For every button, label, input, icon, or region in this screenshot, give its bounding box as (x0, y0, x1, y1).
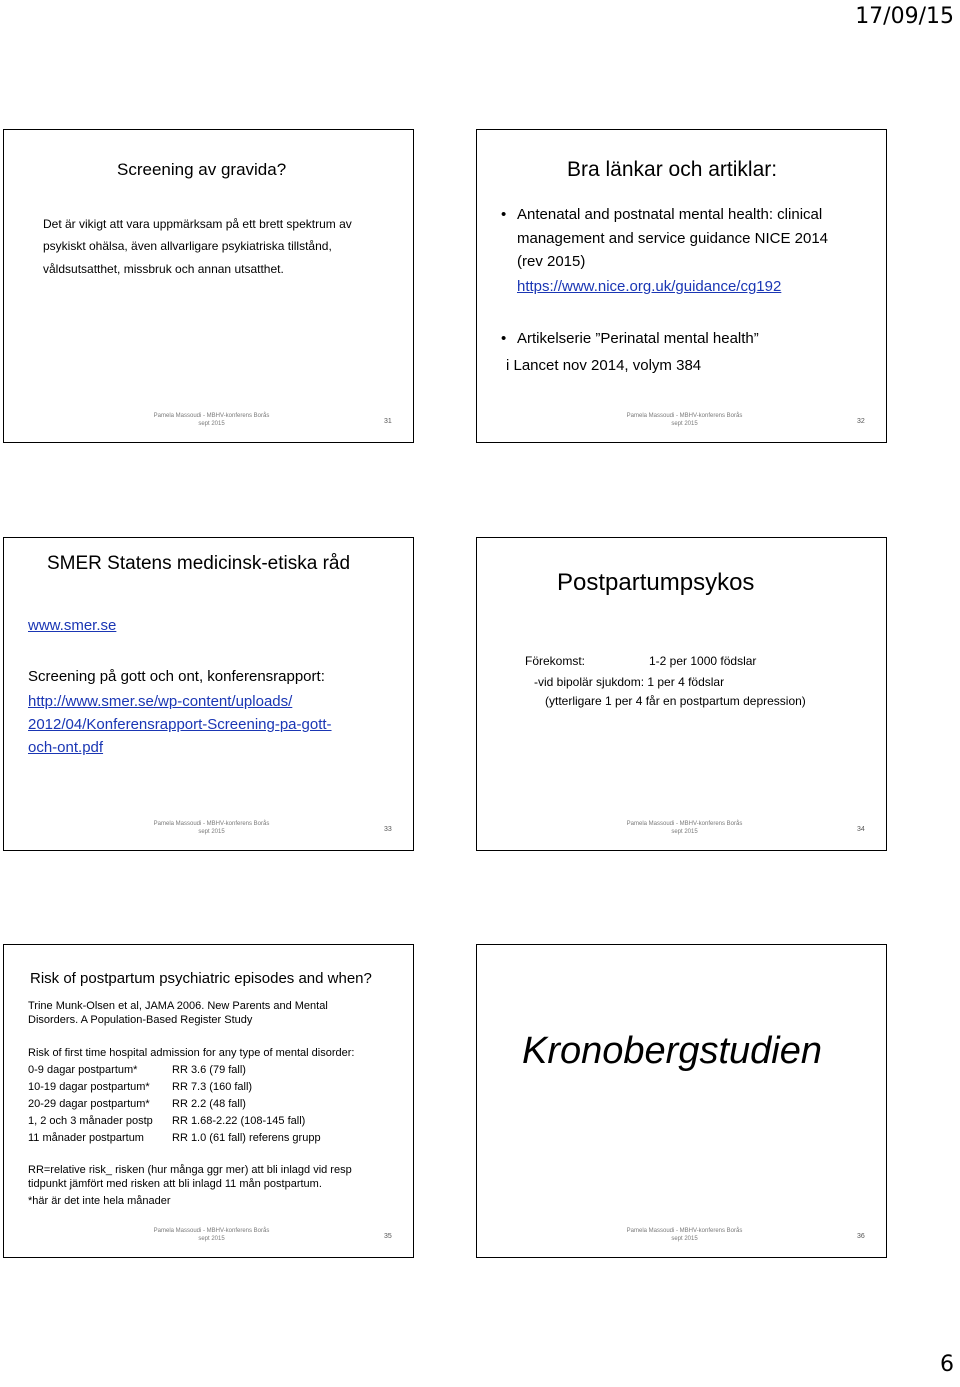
page-number: 6 (940, 1352, 954, 1377)
slide-number: 31 (384, 418, 392, 425)
slide-number: 33 (384, 826, 392, 833)
slide-title: Postpartumpsykos (557, 569, 755, 596)
reference-line: Trine Munk-Olsen et al, JAMA 2006. New Parents and Mental (28, 1000, 328, 1012)
slide-33 (3, 537, 414, 851)
bipolar-line: -vid bipolär sjukdom: 1 per 4 födslar (534, 675, 725, 689)
slide-title: Kronobergstudien (522, 1030, 822, 1072)
footer-author: Pamela Massoudi - MBHV-konferens Borås (626, 821, 743, 827)
slide-36 (476, 944, 887, 1258)
slide-title: Risk of postpartum psychiatric episodes and when? (30, 970, 372, 987)
footer-author: Pamela Massoudi - MBHV-konferens Borås (153, 413, 270, 419)
slide-footer (4, 1227, 413, 1251)
slide-35 (3, 944, 414, 1258)
body-line: psykiskt ohälsa, även allvarligare psykiatriska tillstånd, (43, 239, 332, 253)
note-line: tidpunkt jämfört med risken att bli inlagd 11 mån postpartum. (28, 1178, 322, 1190)
footer-text (622, 412, 747, 428)
bullet-line: (rev 2015) (517, 253, 586, 270)
smer-site-link[interactable]: www.smer.se (28, 617, 117, 634)
row-period: 10-19 dagar postpartum* (28, 1081, 150, 1093)
row-rr: RR 7.3 (160 fall) (172, 1081, 253, 1093)
bullet-line: • Artikelserie ”Perinatal mental health” (517, 330, 759, 347)
subtitle: Screening på gott och ont, konferensrapport: (28, 668, 325, 685)
footer-date: sept 2015 (198, 829, 225, 835)
footer-text (149, 412, 274, 428)
slide-title: Screening av gravida? (117, 160, 287, 179)
slide-footer (4, 412, 413, 436)
note-line: RR=relative risk_ risken (hur många ggr mer) att bli inlagd vid resp (28, 1164, 352, 1176)
slide-footer (477, 1227, 886, 1251)
row-rr: RR 2.2 (48 fall) (172, 1098, 246, 1110)
report-link[interactable]: http://www.smer.se/wp-content/uploads/ (28, 693, 293, 710)
row-rr: RR 3.6 (79 fall) (172, 1064, 246, 1076)
body-line: våldsutsatthet, missbruk och annan utsatthet. (43, 262, 284, 276)
header-date: 17/09/15 (855, 4, 954, 29)
occurrence-label: Förekomst: (525, 654, 586, 668)
footer-date: sept 2015 (671, 421, 698, 427)
bullet-line: i Lancet nov 2014, volym 384 (506, 357, 702, 374)
row-period: 11 månader postpartum (28, 1132, 144, 1144)
row-period: 1, 2 och 3 månader postp (28, 1115, 153, 1127)
slide-number: 36 (857, 1233, 865, 1240)
footer-date: sept 2015 (198, 421, 225, 427)
row-period: 20-29 dagar postpartum* (28, 1098, 150, 1110)
table-title: Risk of first time hospital admission for any type of mental disorder: (28, 1047, 355, 1059)
row-rr: RR 1.0 (61 fall) referens grupp (172, 1132, 321, 1144)
report-link[interactable]: och-ont.pdf (28, 739, 104, 756)
slide-34 (476, 537, 887, 851)
row-period: 0-9 dagar postpartum* (28, 1064, 138, 1076)
footer-date: sept 2015 (671, 1236, 698, 1242)
reference-line: Disorders. A Population-Based Register Study (28, 1014, 253, 1026)
slide-32 (476, 129, 887, 443)
nice-link[interactable]: https://www.nice.org.uk/guidance/cg192 (517, 278, 782, 295)
footer-author: Pamela Massoudi - MBHV-konferens Borås (626, 413, 743, 419)
bullet-line: • Antenatal and postnatal mental health: clinical (517, 206, 822, 223)
footer-text (622, 1227, 747, 1243)
footer-date: sept 2015 (198, 1236, 225, 1242)
slide-title: Bra länkar och artiklar: (567, 158, 778, 181)
footer-author: Pamela Massoudi - MBHV-konferens Borås (153, 821, 270, 827)
slide-number: 35 (384, 1233, 392, 1240)
footer-author: Pamela Massoudi - MBHV-konferens Borås (626, 1228, 743, 1234)
slide-number: 32 (857, 418, 865, 425)
footer-text (149, 1227, 274, 1243)
row-rr: RR 1.68-2.22 (108-145 fall) (172, 1115, 306, 1127)
slide-footer (4, 820, 413, 844)
footer-text (622, 820, 747, 836)
slide-footer (477, 820, 886, 844)
slide-title: SMER Statens medicinsk-etiska råd (47, 553, 351, 574)
body-line: Det är vikigt att vara uppmärksam på ett brett spektrum av (43, 217, 352, 231)
note-line: *här är det inte hela månader (28, 1195, 171, 1207)
slide-footer (477, 412, 886, 436)
depression-line: (ytterligare 1 per 4 får en postpartum depression) (545, 694, 806, 708)
footer-text (149, 820, 274, 836)
occurrence-value: 1-2 per 1000 födslar (649, 654, 757, 668)
slide-31 (3, 129, 414, 443)
footer-date: sept 2015 (671, 829, 698, 835)
report-link[interactable]: 2012/04/Konferensrapport-Screening-pa-gott- (28, 716, 332, 733)
slide-number: 34 (857, 826, 865, 833)
bullet-line: management and service guidance NICE 2014 (517, 230, 829, 247)
footer-author: Pamela Massoudi - MBHV-konferens Borås (153, 1228, 270, 1234)
